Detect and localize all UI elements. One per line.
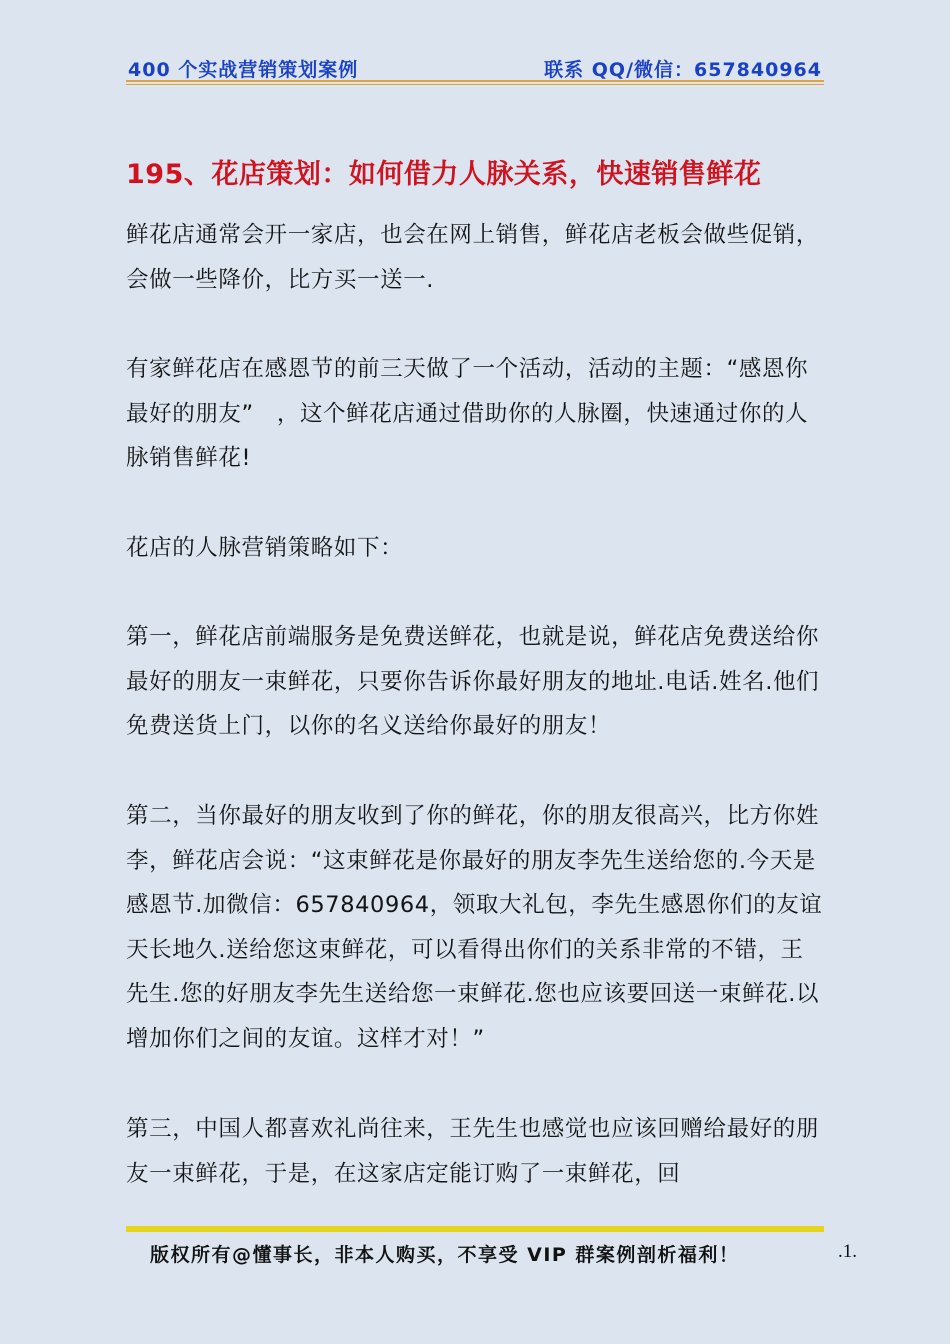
paragraph-step-one: 第一，鲜花店前端服务是免费送鲜花，也就是说，鲜花店免费送给你最好的朋友一束鲜花，只要你告诉你最好朋友的地址.电话.姓名.他们免费送货上门，以你的名义送给你最好的朋友！ xyxy=(126,624,820,740)
page-number: .1. xyxy=(838,1241,857,1262)
header-divider xyxy=(126,80,824,82)
paragraph-step-two: 第二，当你最好的朋友收到了你的鲜花，你的朋友很高兴，比方你姓李，鲜花店会说：“这束鲜花是你最好的朋友李先生送给您的.今天是感恩节.加微信：657840964，领取大礼包，李先生感恩你们的友谊天长地久.送给您这束鲜花，可以看得出你们的关系非常的不错，王先生.您的好朋友李先生送给您一束鲜花.您也应该要回送一束鲜花.以增加你们之间的友谊。这样才对！” xyxy=(126,803,823,1052)
paragraph-strategy-heading: 花店的人脉营销策略如下： xyxy=(126,535,404,561)
paragraph-intro: 鲜花店通常会开一家店，也会在网上销售，鲜花店老板会做些促销，会做一些降价，比方买一送一. xyxy=(126,222,820,293)
article-title: 195、花店策划：如何借力人脉关系，快速销售鲜花 xyxy=(126,159,762,190)
footer-divider xyxy=(126,1226,824,1232)
header-series-title: 400 个实战营销策划案例 xyxy=(128,59,359,81)
paragraph-step-three: 第三，中国人都喜欢礼尚往来，王先生也感觉也应该回赠给最好的朋友一束鲜花，于是，在这家店定能订购了一束鲜花，回 xyxy=(126,1116,820,1187)
paragraph-activity: 有家鲜花店在感恩节的前三天做了一个活动，活动的主题：“感恩你最好的朋友” ，这个鲜花店通过借助你的人脉圈，快速通过你的人脉销售鲜花! xyxy=(126,356,809,472)
header-contact: 联系 QQ/微信：657840964 xyxy=(544,59,822,81)
footer-copyright: 版权所有@懂事长，非本人购买，不享受 VIP 群案例剖析福利！ xyxy=(150,1244,740,1266)
header-divider-thin xyxy=(126,84,824,85)
page-header xyxy=(126,55,824,81)
